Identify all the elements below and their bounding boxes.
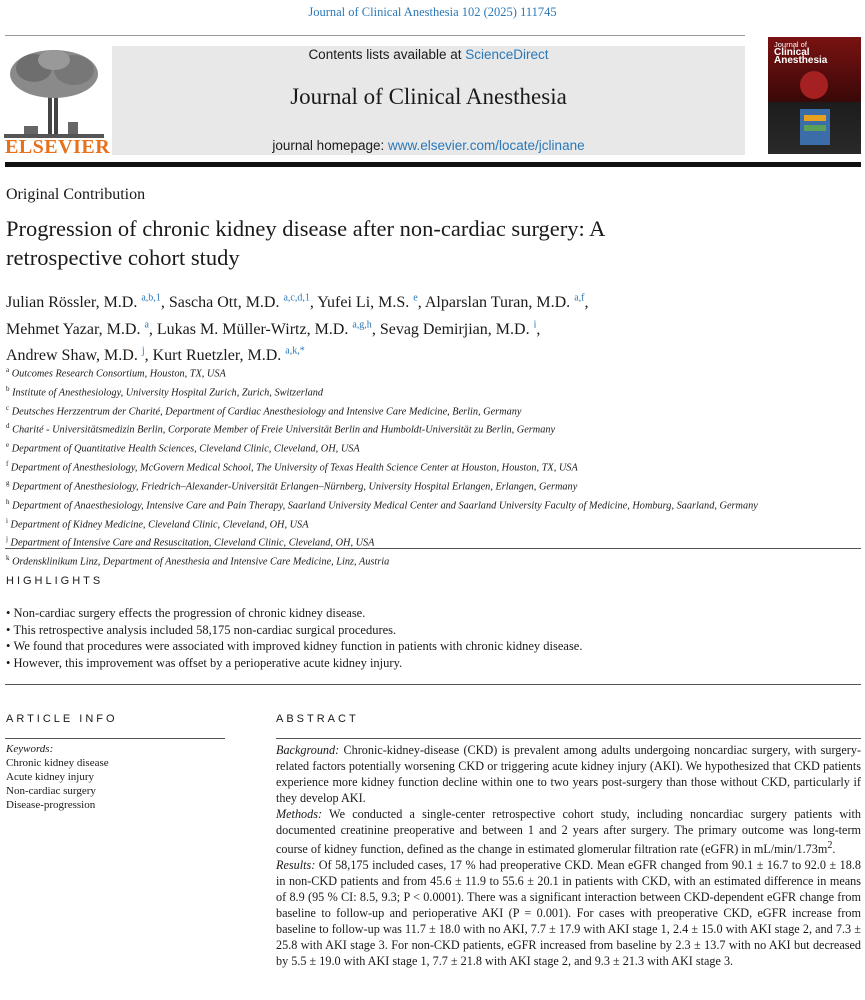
journal-name: Journal of Clinical Anesthesia [290,84,567,109]
sciencedirect-link[interactable]: ScienceDirect [465,47,549,62]
abstract-results: Results: Of 58,175 included cases, 17 % had preoperative CKD. Mean eGFR changed from 90.1 ± 16.7 to 92.0 ± 18.8 in non-CKD patients and from 45.6 ± 11.9 to 55.6 ± 20.1 in patients with CKD, with an estimated difference in means of 8.9 (95 % CI: 8.5, 9.3; P < 0.0001). There was a significant interaction between CKD-dependent eGFR change from baseline to follow-up and perioperative AKI (P = 0.001). For cases with preoperative CKD, eGFR increase from baseline to follow-up was 11.7 ± 18.0 with no AKI, 7.7 ± 17.9 with AKI stage 1, 2.4 ± 15.0 with AKI stage 2, and 7.3 ± 25.8 with AKI stage 3. For non-CKD patients, eGFR increased from baseline by 2.3 ± 13.7 with no AKI but decreased by 5.5 ± 19.0 with AKI stage 1, 7.7 ± 21.8 with AKI stage 2, and 9.3 ± 21.3 with AKI stage 3. [276,858,861,969]
article-info-heading: ARTICLE INFO [6,713,118,725]
homepage-link[interactable]: www.elsevier.com/locate/jclinane [388,138,585,153]
header-rule [5,162,861,167]
journal-citation-link[interactable]: Journal of Clinical Anesthesia 102 (2025) 111745 [308,5,557,19]
keyword: Acute kidney injury [6,771,94,783]
keywords-block [6,742,226,812]
journal-cover-image [768,37,861,154]
highlight-item: • However, this improvement was offset by a perioperative acute kidney injury. [6,655,856,672]
homepage-line: journal homepage: www.elsevier.com/locate/jclinane [272,138,585,153]
abstract-heading: ABSTRACT [276,713,359,725]
affiliation: $^k$ Ordensklinikum Linz, Department of Anesthesia and Intensive Care Medicine, Linz, Austria [6,554,390,568]
author[interactable]: Alparslan Turan, M.D. $^{a,f}$, [424,293,589,312]
journal-header-box [112,46,745,155]
keyword: Disease-progression [6,799,96,811]
highlights-list [6,605,856,671]
keyword: Non-cardiac surgery [6,785,96,797]
author[interactable]: Sevag Demirjian, M.D. $^i$, [379,319,541,338]
elsevier-wordmark: ELSEVIER [5,136,111,158]
author[interactable]: Mehmet Yazar, M.D. $^a$, [6,319,157,338]
abstract-rule [276,738,861,739]
article-title: Progression of chronic kidney disease after non-cardiac surgery: A retrospective cohort study [6,216,605,270]
cover-title: Journal of Clinical Anesthesia [774,40,828,66]
affiliation: $^h$ Department of Anaesthesiology, Intensive Care and Pain Therapy, Saarland University Medical Center and Saarland University Faculty of Medicine, Homburg, Saarland, Germany [6,497,758,512]
affiliation: $^c$ Deutsches Herzzentrum der Charité, Department of Cardiac Anesthesiology and Intensive Care Medicine, Berlin, Germany [6,403,522,418]
contents-line: Contents lists available at ScienceDirect [308,47,549,62]
keyword: Chronic kidney disease [6,757,109,769]
section-divider [5,684,861,685]
author[interactable]: Lukas M. Müller-Wirtz, M.D. $^{a,g,h}$, [156,319,380,338]
affiliation: $^j$ Department of Intensive Care and Resuscitation, Cleveland Clinic, Cleveland, OH, USA [6,535,375,549]
cover-figure [768,37,861,154]
highlights-heading: HIGHLIGHTS [6,575,104,587]
affiliation: $^f$ Department of Anesthesiology, McGovern Medical School, The University of Texas Health Science Center at Houston, Houston, TX, USA [6,460,578,474]
highlight-item: • This retrospective analysis included 58,175 non-cardiac surgical procedures. [6,622,856,639]
abstract-body [276,742,861,969]
affiliation: $^b$ Institute of Anesthesiology, University Hospital Zurich, Zurich, Switzerland [6,384,324,399]
affiliation-list [6,363,766,570]
highlight-item: • Non-cardiac surgery effects the progression of chronic kidney disease. [6,605,856,622]
keywords-label: Keywords: [6,743,54,755]
affiliation: $^d$ Charité - Universitätsmedizin Berlin, Corporate Member of Freie Universität Berlin and Humboldt-Universität zu Berlin, Germany [6,422,556,436]
section-divider [5,548,861,549]
top-divider [5,35,745,36]
author[interactable]: Kurt Ruetzler, M.D. $^{a,k,*}$ [152,345,305,364]
abstract-background: Background: Chronic-kidney-disease (CKD) is prevalent among adults undergoing noncardiac surgery, with surgery-related factors potentially worsening CKD or triggering acute kidney injury (AKI). We hypothesized that CKD patients experience more kidney function decline within one to two years post-surgery than those without CKD, particularly if they develop AKI. [276,743,862,805]
author-list [6,288,766,367]
affiliation: $^e$ Department of Quantitative Health Sciences, Cleveland Clinic, Cleveland, OH, USA [6,441,360,455]
affiliation: $^i$ Department of Kidney Medicine, Cleveland Clinic, Cleveland, OH, USA [6,516,309,531]
affiliation: $^a$ Outcomes Research Consortium, Houston, TX, USA [6,366,226,380]
author[interactable]: Yufei Li, M.S. $^e$, [317,293,425,312]
affiliation: $^g$ Department of Anesthesiology, Friedrich–Alexander-Universität Erlangen–Nürnberg, University Hospital Erlangen, Erlangen, Germany [6,478,578,493]
author[interactable]: Andrew Shaw, M.D. $^j$, [6,345,153,364]
article-type: Original Contribution [6,186,146,203]
author[interactable]: Sascha Ott, M.D. $^{a,c,d,1}$, [168,293,318,312]
abstract-methods: Methods: We conducted a single-center retrospective cohort study, including noncardiac surgery patients with documented creatinine preoperative and between 1 and 2 years after surgery. The primary outcome was long-term course of kidney function, defined as the change in estimated glomerular filtration rate (eGFR) in $mL/\min/1.73m^2$. [276,807,861,857]
article-info-rule [5,738,225,739]
author[interactable]: Julian Rössler, M.D. $^{a,b,1}$, [6,293,169,312]
highlight-item: • We found that procedures were associated with improved kidney function in patients with chronic kidney disease. [6,638,856,655]
